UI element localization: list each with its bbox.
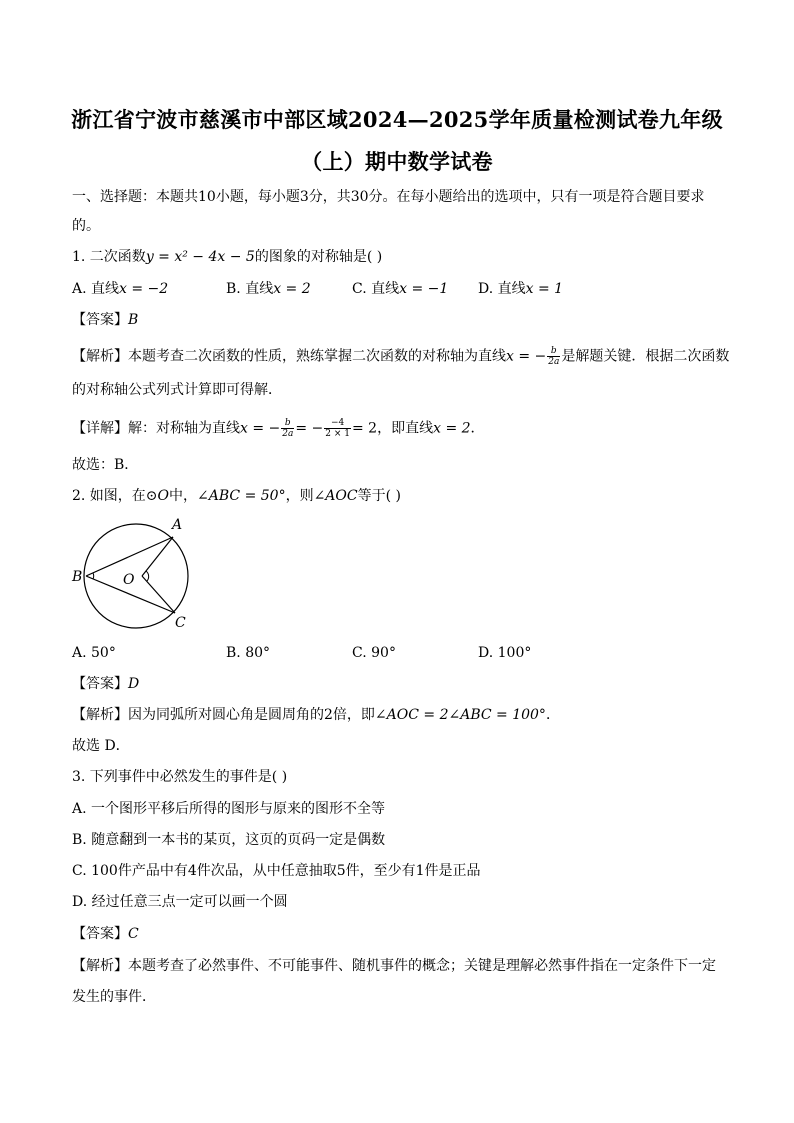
q1-option-c-math: x = −1 — [399, 281, 449, 297]
q2-answer-value: D — [128, 676, 140, 692]
q3-stem: 3. 下列事件中必然发生的事件是( ) — [72, 769, 288, 785]
q3-option-d: D. 经过任意三点一定可以画一个圆 — [72, 894, 288, 910]
q2-option-a-label: A. — [72, 645, 87, 661]
q1-option-a-label: A. 直线 — [72, 281, 120, 297]
q1-analysis-post: 是解题关键．根据二次函数 — [561, 348, 730, 365]
q2-stem-mid2: ，则 — [285, 488, 314, 504]
q3-answer-tag: 【答案】 — [72, 926, 128, 942]
q1-answer — [72, 310, 138, 330]
radius-oc — [142, 576, 175, 613]
q1-analysis-fraction — [547, 346, 560, 367]
q1-stem-pre: 1. 二次函数 — [72, 249, 146, 265]
q1-detail-frac2-den: 2 × 1 — [325, 429, 350, 439]
q1-option-a-math: x = −2 — [119, 281, 169, 297]
q1-detail-frac1-num: b — [281, 418, 294, 429]
q1-option-c-label: C. 直线 — [352, 281, 400, 297]
q1-detail-math4: x = 2 — [433, 420, 471, 437]
q1-option-a — [72, 279, 168, 299]
q2-choose: 故选 D． — [72, 738, 130, 754]
label-b: B — [72, 569, 83, 585]
q1-detail-mid: ，即直线 — [377, 420, 434, 437]
q1-choose: 故选：B． — [72, 457, 139, 473]
q1-option-d-math: x = 1 — [525, 281, 564, 297]
q1-detail-frac2-num: −4 — [324, 418, 351, 429]
q1-detail-math2: = − — [295, 420, 324, 437]
q2-option-c-value: 90° — [371, 645, 396, 661]
q1-answer-tag: 【答案】 — [72, 312, 128, 328]
q2-analysis-pre: 因为同弧所对圆心角是圆周角的2倍，即 — [128, 707, 375, 723]
q3-option-a: A. 一个图形平移后所得的图形与原来的图形不全等 — [72, 801, 386, 817]
q3-option-b: B. 随意翻到一本书的某页，这页的页码一定是偶数 — [72, 832, 386, 848]
q1-option-b — [226, 279, 311, 299]
page-title-line2: （上）期中数学试卷 — [301, 149, 493, 174]
q2-stem-math1: ∠ABC = 50° — [197, 488, 286, 504]
q2-analysis-end: ． — [545, 707, 560, 723]
q2-option-b-label: B. — [226, 645, 241, 661]
q1-option-d — [478, 279, 563, 299]
q2-answer-tag: 【答案】 — [72, 676, 128, 692]
q2-option-b-value: 80° — [245, 645, 271, 661]
q1-detail-tag: 【详解】 — [72, 420, 128, 437]
q1-analysis — [72, 346, 729, 367]
q1-answer-value: B — [128, 312, 139, 328]
q1-option-b-math: x = 2 — [273, 281, 311, 297]
q1-analysis-frac-den: 2a — [548, 357, 560, 367]
q2-analysis-math: ∠AOC = 2∠ABC = 100° — [374, 707, 546, 723]
q2-analysis-tag: 【解析】 — [72, 707, 128, 723]
q1-option-b-label: B. 直线 — [226, 281, 274, 297]
label-a: A — [172, 517, 183, 533]
angle-o-arc — [146, 571, 149, 581]
q2-circle-figure — [66, 512, 206, 637]
q1-detail — [72, 418, 485, 439]
q1-stem-post: 的图象的对称轴是( ) — [254, 249, 383, 265]
q3-analysis-tag: 【解析】 — [72, 958, 128, 974]
q2-option-d-label: D. — [478, 645, 494, 661]
q1-analysis-frac-num: b — [547, 346, 560, 357]
q2-stem-math2: ∠AOC — [313, 488, 358, 504]
radius-oa — [142, 537, 173, 576]
q3-analysis — [72, 956, 716, 976]
q1-detail-pre: 解：对称轴为直线 — [128, 420, 240, 437]
q2-option-b — [226, 643, 270, 663]
q2-stem — [72, 486, 401, 506]
q2-stem-post: 等于( ) — [357, 488, 401, 504]
q2-stem-pre: 2. 如图，在⊙ — [72, 488, 158, 504]
label-c: C — [175, 615, 186, 631]
q2-option-c — [352, 643, 396, 663]
page-title-line1: 浙江省宁波市慈溪市中部区域2024—2025学年质量检测试卷九年级 — [71, 107, 723, 132]
section-instructions-line1: 一、选择题：本题共10小题，每小题3分，共30分。在每小题给出的选项中，只有一项是符合题目要求 — [72, 189, 705, 205]
q1-detail-end: ． — [470, 420, 485, 437]
q2-option-c-label: C. — [352, 645, 367, 661]
q1-detail-fraction1 — [281, 418, 294, 439]
q1-option-c — [352, 279, 448, 299]
section-instructions-line2: 的。 — [72, 218, 100, 234]
q1-analysis-pre: 本题考查二次函数的性质，熟练掌握二次函数的对称轴为直线 — [128, 348, 506, 365]
q3-answer-value: C — [128, 926, 139, 942]
q1-option-d-label: D. 直线 — [478, 281, 526, 297]
q2-stem-o: O — [157, 488, 170, 504]
q1-analysis-math: x = − — [506, 348, 547, 365]
q3-answer — [72, 924, 139, 944]
q1-detail-math1: x = − — [240, 420, 281, 437]
angle-b-arc — [93, 573, 94, 579]
q1-analysis-tag: 【解析】 — [72, 348, 128, 365]
q2-option-a — [72, 643, 116, 663]
q1-detail-frac1-den: 2a — [282, 429, 294, 439]
chord-ba — [86, 537, 173, 576]
q3-analysis-line2: 发生的事件． — [72, 989, 156, 1005]
q1-stem-math: y = x² − 4x − 5 — [145, 249, 255, 265]
q2-answer — [72, 674, 139, 694]
q2-analysis — [72, 705, 560, 725]
label-o: O — [123, 572, 135, 588]
q1-stem — [72, 247, 382, 267]
q1-detail-math3: = 2 — [352, 420, 378, 437]
q2-option-d — [478, 643, 531, 663]
q3-analysis-line1: 本题考查了必然事件、不可能事件、随机事件的概念；关键是理解必然事件指在一定条件下一定 — [128, 958, 716, 974]
q3-option-c: C. 100件产品中有4件次品，从中任意抽取5件，至少有1件是正品 — [72, 863, 481, 879]
q1-detail-fraction2 — [324, 418, 351, 439]
q2-option-a-value: 50° — [91, 645, 116, 661]
q2-stem-mid: 中， — [169, 488, 198, 504]
q1-analysis-line2: 的对称轴公式列式计算即可得解． — [72, 382, 282, 398]
q2-option-d-value: 100° — [497, 645, 532, 661]
